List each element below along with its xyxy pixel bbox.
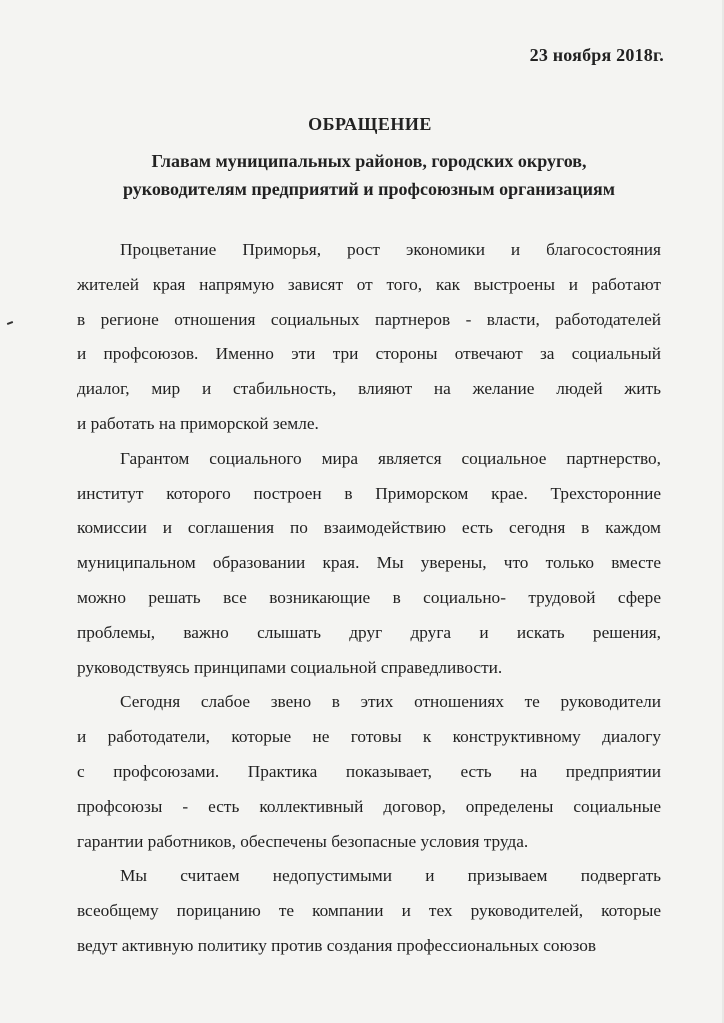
text-line: всеобщему порицанию те компании и тех руководителей, которые	[77, 901, 661, 921]
addressee-block	[76, 147, 662, 203]
document-title: ОБРАЩЕНИЕ	[308, 114, 432, 134]
text-line: комиссии и соглашения по взаимодействию есть сегодня в каждом	[77, 518, 661, 538]
addressee-line: руководителям предприятий и профсоюзным организациям	[122, 179, 616, 199]
text-line: и работать на приморской земле.	[77, 413, 319, 433]
document-date: 23 ноября 2018г.	[529, 45, 664, 65]
scan-margin-mark	[7, 321, 13, 325]
text-line: институт которого построен в Приморском крае. Трехсторонние	[77, 483, 661, 503]
paragraph-2	[77, 442, 661, 686]
text-line: и профсоюзов. Именно эти три стороны отвечают за социальный	[77, 344, 661, 364]
text-line: жителей края напрямую зависят от того, как выстроены и работают	[77, 274, 661, 294]
paragraph-1	[77, 233, 661, 442]
text-line: Процветание Приморья, рост экономики и благосостояния	[120, 240, 661, 259]
text-line: с профсоюзами. Практика показывает, есть на предприятии	[77, 761, 661, 781]
document-body	[77, 233, 661, 964]
text-line: ведут активную политику против создания профессиональных союзов	[77, 935, 597, 955]
text-line: в регионе отношения социальных партнеров - власти, работодателей	[77, 309, 661, 329]
addressee-line: Главам муниципальных районов, городских округов,	[151, 151, 587, 171]
text-line: муниципальном образовании края. Мы уверены, что только вместе	[77, 553, 661, 573]
text-line: диалог, мир и стабильность, влияют на желание людей жить	[77, 379, 661, 399]
text-line: можно решать все возникающие в социально- трудовой сфере	[77, 587, 661, 607]
paragraph-3	[77, 685, 661, 859]
text-line: и работодатели, которые не готовы к конструктивному диалогу	[77, 727, 661, 747]
paragraph-4	[77, 859, 661, 963]
text-line: профсоюзы - есть коллективный договор, определены социальные	[77, 796, 661, 816]
text-line: Мы считаем недопустимыми и призываем подвергать	[120, 866, 661, 886]
text-line: руководствуясь принципами социальной справедливости.	[77, 657, 503, 677]
text-line: Гарантом социального мира является социальное партнерство,	[120, 448, 661, 468]
text-line: гарантии работников, обеспечены безопасные условия труда.	[77, 831, 529, 851]
text-line: проблемы, важно слышать друг друга и искать решения,	[77, 622, 661, 642]
text-line: Сегодня слабое звено в этих отношениях те руководители	[120, 692, 661, 712]
